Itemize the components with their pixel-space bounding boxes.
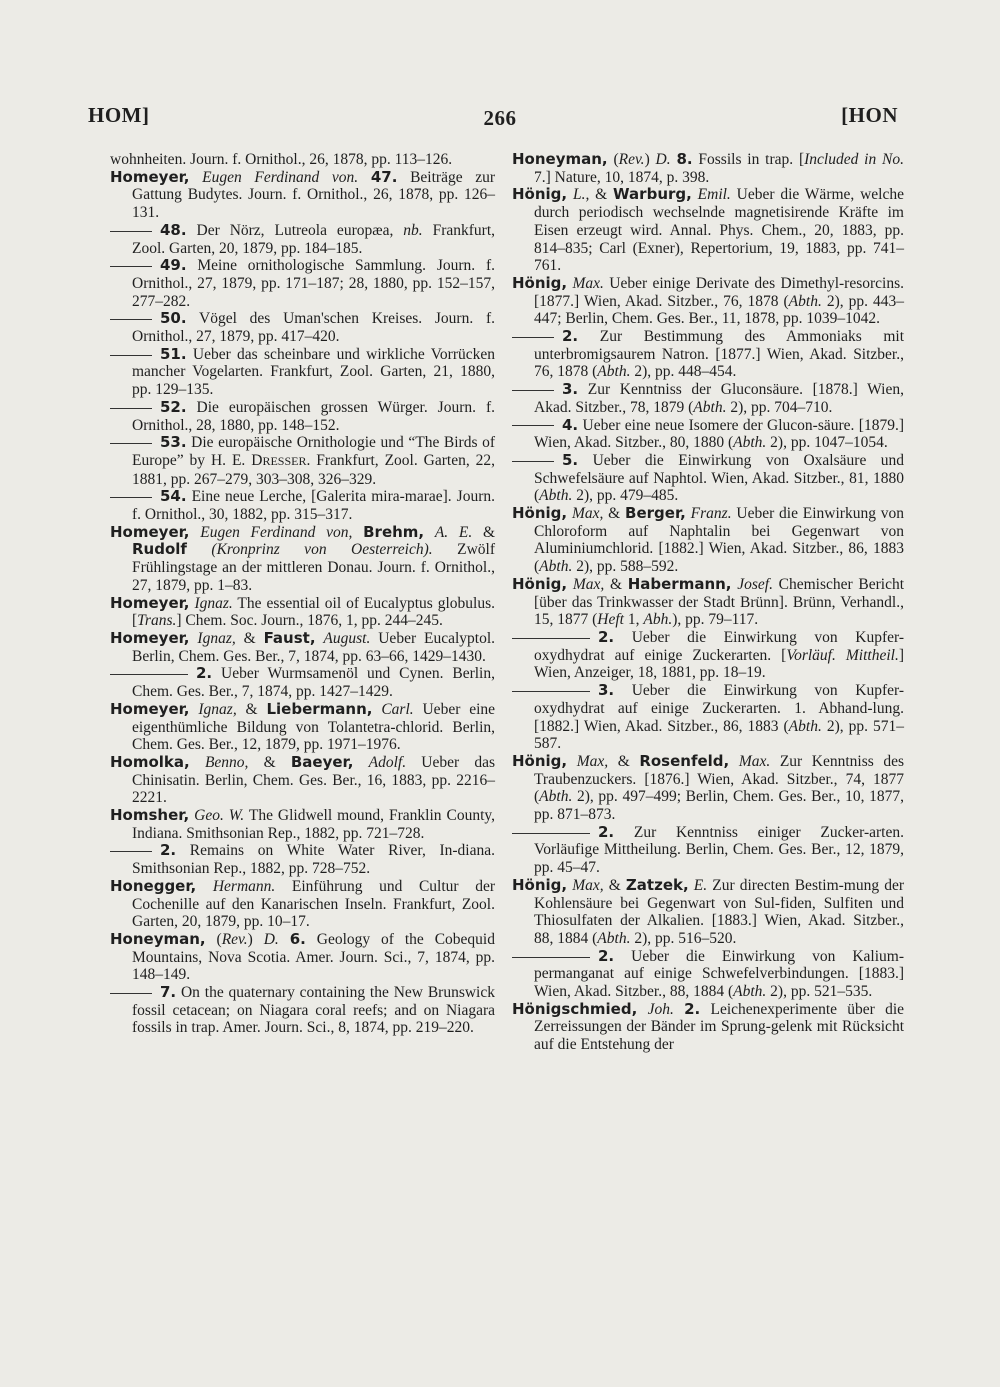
ditto-rule <box>110 266 152 267</box>
left-column <box>110 151 495 1037</box>
bibliography-entry: 5. Ueber die Einwirkung von Oxalsäure und Schwefelsäure auf Naphtol. Wien, Akad. Sitzber., 81, 1880 (Abth. 2), pp. 479–485. <box>512 452 904 505</box>
bibliography-entry: 4. Ueber eine neue Isomere der Glucon-säure. [1879.] Wien, Akad. Sitzber., 80, 1880 (Abth. 2), pp. 1047–1054. <box>512 417 904 452</box>
ditto-rule <box>110 319 152 320</box>
bibliography-entry: Homeyer, Ignaz, & Liebermann, Carl. Ueber eine eigenthümliche Bildung von Tolantetra-chlorid. Berlin, Chem. Ges. Ber., 12, 1879, pp. 1971–1976. <box>110 699 496 754</box>
bibliography-entry: Homsher, Geo. W. The Glidwell mound, Franklin County, Indiana. Smithsonian Rep., 1882, pp. 721–728. <box>110 806 496 842</box>
bibliography-entry: wohnheiten. Journ. f. Ornithol., 26, 1878, pp. 113–126. <box>110 151 453 168</box>
ditto-rule <box>110 408 152 409</box>
ditto-rule <box>512 833 590 834</box>
ditto-rule <box>110 497 152 498</box>
bibliography-entry: Homeyer, Eugen Ferdinand von, Brehm, A. E. & Rudolf (Kronprinz von Oesterreich). Zwölf Frühlingstage an der mittleren Donau. Journ. f. Ornithol., 27, 1879, pp. 1–83. <box>110 522 496 594</box>
ditto-rule <box>512 337 554 338</box>
bibliography-entry: 3. Zur Kenntniss der Gluconsäure. [1878.] Wien, Akad. Sitzber., 78, 1879 (Abth. 2), pp. 704–710. <box>512 381 904 416</box>
bibliography-entry: Homeyer, Ignaz, & Faust, August. Ueber Eucalyptol. Berlin, Chem. Ges. Ber., 7, 1874, pp. 63–66, 1429–1430. <box>110 628 496 665</box>
running-head-left: HOM] <box>88 103 150 127</box>
bibliography-entry: Honegger, Hermann. Einführung und Cultur der Cochenille auf den Kanarischen Inseln. Frankfurt, Zool. Garten, 20, 1879, pp. 10–17. <box>110 876 495 931</box>
bibliography-entry: 2. Remains on White Water River, In-diana. Smithsonian Rep., 1882, pp. 728–752. <box>110 842 495 877</box>
bibliography-entry: 2. Ueber die Einwirkung von Kalium-permanganat auf einige Schwefelverbindungen. [1883.] Wien, Akad. Sitzber., 88, 1884 (Abth. 2), pp. 521–535. <box>512 948 904 1001</box>
bibliography-entry: 2. Ueber Wurmsamenöl und Cynen. Berlin, Chem. Ges. Ber., 7, 1874, pp. 1427–1429. <box>110 665 495 700</box>
bibliography-entry: Hönigschmied, Joh. 2. Leichenexperimente über die Zerreissungen der Bänder im Sprung-gelenk mit Rücksicht auf die Entstehung der <box>512 999 905 1054</box>
bibliography-entry: 51. Ueber das scheinbare und wirkliche Vorrücken mancher Vogelarten. Frankfurt, Zool. Garten, 21, 1880, pp. 129–135. <box>110 346 495 399</box>
ditto-rule <box>110 231 152 232</box>
bibliography-entry: 53. Die europäische Ornithologie und “The Birds of Europe” by H. E. DRESSER. Frankfurt, Zool. Garten, 22, 1881, pp. 267–279, 303–308, 326–329. <box>110 434 495 488</box>
ditto-rule <box>110 993 152 994</box>
bibliography-entry: Hönig, Max, & Habermann, Josef. Chemischer Bericht [über das Trinkwasser der Stadt Brünn]. Brünn, Verhandl., 15, 1877 (Heft 1, Abh.), pp. 79–117. <box>512 574 905 629</box>
running-head-right: [HON <box>841 103 898 127</box>
right-column <box>512 151 904 1054</box>
bibliography-entry: Homeyer, Eugen Ferdinand von. 47. Beiträge zur Gattung Budytes. Journ. f. Ornithol., 26, 1878, pp. 126–131. <box>110 167 496 222</box>
bibliography-entry: 52. Die europäischen grossen Würger. Journ. f. Ornithol., 28, 1880, pp. 148–152. <box>110 399 495 434</box>
ditto-rule <box>512 390 554 391</box>
bibliography-entry: Hönig, Max, & Rosenfeld, Max. Zur Kenntniss des Traubenzuckers. [1876.] Wien, Akad. Sitzber., 74, 1877 (Abth. 2), pp. 497–499; Berlin, Chem. Ges. Ber., 10, 1877, pp. 871–873. <box>512 751 905 824</box>
bibliography-entry: Honeyman, (Rev.) D. 6. Geology of the Cobequid Mountains, Nova Scotia. Amer. Journ. Sci., 7, 1874, pp. 148–149. <box>110 929 495 984</box>
bibliography-entry: Honeyman, (Rev.) D. 8. Fossils in trap. [Included in No. 7.] Nature, 10, 1874, p. 398. <box>512 150 905 186</box>
bibliography-entry: Hönig, Max, & Zatzek, E. Zur directen Bestim-mung der Kohlensäure bei Gegenwart von Sul-fiden, Sulfiten und Thiosulfaten der Alkalien. [1883.] Wien, Akad. Sitzber., 88, 1884 (Abth. 2), pp. 516–520. <box>512 875 905 947</box>
ditto-rule <box>512 691 590 692</box>
ditto-rule <box>512 957 590 958</box>
ditto-rule <box>110 355 152 356</box>
ditto-rule <box>110 674 188 675</box>
ditto-rule <box>512 638 590 639</box>
bibliography-entry: Hönig, Max. Ueber einige Derivate des Dimethyl-resorcins. [1877.] Wien, Akad. Sitzber., 76, 1878 (Abth. 2), pp. 443–447; Berlin, Chem. Ges. Ber., 11, 1878, pp. 1039–1042. <box>512 273 904 328</box>
ditto-rule <box>110 443 152 444</box>
bibliography-entry: 50. Vögel des Uman'schen Kreises. Journ. f. Ornithol., 27, 1879, pp. 417–420. <box>110 310 495 345</box>
bibliography-entry: 49. Meine ornithologische Sammlung. Journ. f. Ornithol., 27, 1879, pp. 171–187; 28, 1880, pp. 152–157, 277–282. <box>110 257 495 310</box>
bibliography-entry: Homeyer, Ignaz. The essential oil of Eucalyptus globulus. [Trans.] Chem. Soc. Journ., 1876, 1, pp. 244–245. <box>110 593 495 630</box>
bibliography-entry: 2. Zur Kenntniss einiger Zucker-arten. Vorläufige Mittheilung. Berlin, Chem. Ges. Ber., 12, 1879, pp. 45–47. <box>512 824 904 877</box>
bibliography-entry: 48. Der Nörz, Lutreola europæa, nb. Frankfurt, Zool. Garten, 20, 1879, pp. 184–185. <box>110 222 495 257</box>
bibliography-entry: Hönig, Max, & Berger, Franz. Ueber die Einwirkung von Chloroform auf Naphtalin bei Gegenwart von Aluminiumchlorid. [1882.] Wien, Akad. Sitzber., 86, 1883 (Abth. 2), pp. 588–592. <box>512 504 905 576</box>
ditto-rule <box>512 461 554 462</box>
bibliography-entry: Homolka, Benno, & Baeyer, Adolf. Ueber das Chinisatin. Berlin, Chem. Ges. Ber., 16, 1883, pp. 2216–2221. <box>110 752 496 807</box>
ditto-rule <box>512 425 554 426</box>
bibliography-entry: 54. Eine neue Lerche, [Galerita mira-marae]. Journ. f. Ornithol., 30, 1882, pp. 315–317. <box>110 488 495 523</box>
bibliography-entry: 7. On the quaternary containing the New Brunswick fossil cetacean; on Niagara coral reefs; and on Niagara fossils in trap. Amer. Journ. Sci., 8, 1874, pp. 219–220. <box>110 984 495 1037</box>
page-number: 266 <box>483 106 517 130</box>
ditto-rule <box>110 851 152 852</box>
bibliography-entry: 2. Zur Bestimmung des Ammoniaks mit unterbromigsaurem Natron. [1877.] Wien, Akad. Sitzber., 76, 1878 (Abth. 2), pp. 448–454. <box>512 328 904 381</box>
bibliography-entry: 2. Ueber die Einwirkung von Kupfer-oxydhydrat auf einige Zuckerarten. [Vorläuf. Mittheil.] Wien, Anzeiger, 18, 1881, pp. 18–19. <box>512 629 904 682</box>
bibliography-entry: Hönig, L., & Warburg, Emil. Ueber die Wärme, welche durch periodisch wechselnde magnetisirende Kräfte im Eisen erzeugt wird. Annal. Phys. Chem., 20, 1883, pp. 814–835; Carl (Exner), Repertorium, 19, 1883, pp. 741–761. <box>512 185 905 275</box>
bibliography-entry: 3. Ueber die Einwirkung von Kupfer-oxydhydrat auf einige Zuckerarten. 1. Abhand-lung. [1882.] Wien, Akad. Sitzber., 86, 1883 (Abth. 2), pp. 571–587. <box>512 682 904 753</box>
